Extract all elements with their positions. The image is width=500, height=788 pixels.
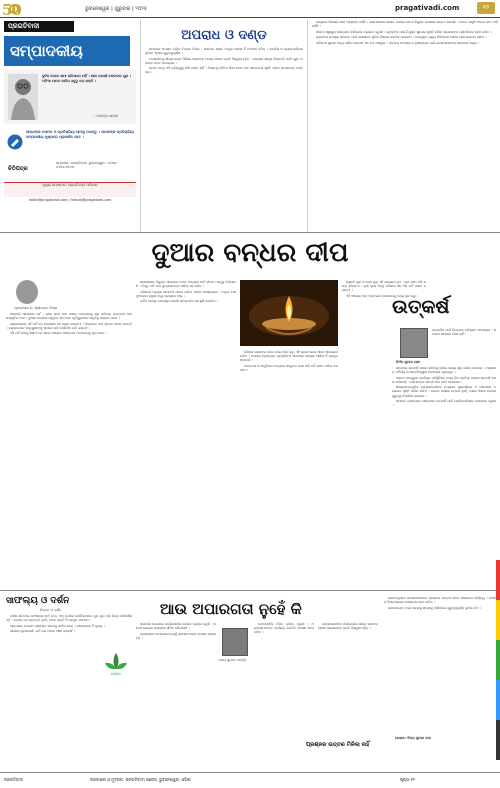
paragraph: ସହରାଞ୍ଚଳରେ ବିଦ୍ୟୁତ ଆଲୋକର ଚମକ ମଧ୍ୟରେ ମାଟି ଦୀପର ମହତ୍ତ୍ୱ କମିଯାଉଛି । କିନ୍ତୁ ମାଟି ଦୀପ କୁମ୍ଭକାରଙ୍କ ଜୀବିକା ସହ ଜଡ଼ିତ । <box>136 280 236 289</box>
paragraph: ସମାଜ ମଧ୍ୟ ଏହି ଦାୟିତ୍ୱରୁ ଖସି ପାରିବ ନାହିଁ । ପିଲାଙ୍କୁ ନୈତିକ ଶିକ୍ଷା ଦେବା ଏବଂ ସଚେତନତା ସୃଷ୍ଟି କରିବା ସମସ୍ତଙ୍କ କର୍ତ୍ତବ୍ୟ । <box>145 66 303 75</box>
paragraph: ଲୋକତନ୍ତ୍ରରେ ଜନସାଧାରଣଙ୍କ ପ୍ରଶ୍ନର ଉତ୍ତର ଦେବା ଶାସକଙ୍କ ଦାୟିତ୍ୱ । ସଂସଦ ଓ ବିଧାନସଭାରେ ଆଲୋଚନା ହେବା ଉଚିତ । <box>384 596 496 605</box>
paragraph: ଅପରାଧୀଙ୍କୁ ଶୀଘ୍ର ଦଣ୍ଡ ମିଳିଲେ ଲୋକଙ୍କ ମନରେ ଆଇନ ପ୍ରତି ବିଶ୍ୱାସ ବଢ଼ିବ । ମାମଲାର ଶୀଘ୍ର ନିଷ୍ପତ୍ତି ପାଇଁ ଦ୍ରୁତ ଅଦାଲତ ଗଠନ ଆବଶ୍ୟକ । <box>145 56 303 65</box>
editorial-footer: ମୁଖ୍ୟ ସମ୍ପାଦକ: ପ୍ରଗତିବାଦୀ ପରିବାର <box>4 182 136 197</box>
paragraph: ଶିକ୍ଷା ଓ ସ୍ୱାସ୍ଥ୍ୟ କ୍ଷେତ୍ରରେ ବିନିଯୋଗ ବଢ଼ାଇବା ଜରୁରୀ । ଯୁବକଙ୍କ ପାଇଁ ନିଯୁକ୍ତି ସୁଯୋଗ ସୃଷ୍ଟି କରିବା ସରକାରଙ୍କ ପ୍ରାଥମିକତା ହେବା ଉଚିତ । <box>316 29 492 34</box>
paragraph: ଅନେକ ମହାପୁରୁଷ ପ୍ରତିକୂଳ ପରିସ୍ଥିତିରେ ମଧ୍ୟ ନିଜ ପ୍ରତିଭା ବଳରେ ଉତ୍କର୍ଷ ହାସଲ କରିଛନ୍ତି । ସେମାନଙ୍କ ଜୀବନୀ ଆମ ପାଇଁ ପ୍ରେରଣା । <box>392 375 496 384</box>
bottom-column-3 <box>318 622 378 772</box>
feature-headline: ଦୁଆର ବନ୍ଧର ଦୀପ <box>151 238 349 268</box>
feature-author: ପ୍ରଫେସର ଡ. ଶ୍ରୀକାନ୍ତ ମିଶ୍ର <box>14 306 58 310</box>
bottom-headline: ଆଉ ଅପାରଗତା ନୁହେଁ କି <box>160 600 302 618</box>
masthead <box>0 0 500 18</box>
quote-box <box>4 70 136 124</box>
lower-left-title: ସାଫଲ୍ୟ ଓ ଦର୍ଶନ <box>6 596 70 606</box>
print-color-bar <box>496 560 500 760</box>
feature-column-3 <box>240 350 338 582</box>
right-author-photo <box>400 328 428 358</box>
paragraph: ଗ୍ରାମାଞ୍ଚଳରେ ଏହି ପର୍ବ ବଡ଼ ଉତ୍ସାହର ସହ ପାଳନ କରାଯାଏ । ପିଲାମାନେ ବାଣ ଫୁଟାଇ ଆନନ୍ଦ କରନ୍ତି । ବୟସ୍କମାନେ ପିତୃପୁରୁଷଙ୍କୁ ସ୍ମରଣ କରି କାଉଁରିଆ କାଠି ଜାଳନ୍ତି । <box>6 321 132 330</box>
paragraph: ଦୀପାବଳି ଆଲୋକର ପର୍ବ । ଘରେ ଘରେ ଦୀପ ଜଳାଇ ଅନ୍ଧକାରକୁ ଦୂର କରିବାର ପରମ୍ପରା ଆମ ସଂସ୍କୃତିର ଅଂଶ । ଦୁଆର ବନ୍ଧରେ ଜଳୁଥିବା ଦୀପ ଆମ ପୂର୍ବପୁରୁଷଙ୍କ ସ୍ମୃତିକୁ ଜାଗ୍ରତ କରେ । <box>6 312 132 321</box>
paragraph: ପର୍ବର ପ୍ରକୃତ ଉଦ୍ଦେଶ୍ୟ ହେଉଛି ସମସ୍ତଙ୍କ ସହ ଖୁସି ବାଣ୍ଟିବା । <box>140 299 219 304</box>
logo-caption: ଲୋଗୋ <box>110 672 122 676</box>
anniversary-logo-ring <box>9 4 19 14</box>
lower-right-title: ପ୍ରଶ୍ନର ଉତ୍ତର ମିଳିଲା ନାହିଁ <box>306 742 370 748</box>
lower-right-body <box>384 596 496 742</box>
date-line: ଭୁବନେଶ୍ୱର | ଗୁରୁବାର | ୨୦୨୫ <box>85 6 147 12</box>
right-feature-title: ଉତ୍କର୍ଷ <box>392 296 450 318</box>
right-top-body <box>312 20 498 230</box>
brand-label: ପ୍ରଗତିବାଦୀ <box>4 21 74 32</box>
paragraph: ରାଜ୍ୟରେ ବିକାଶର ଧାରା ଅବ୍ୟାହତ ରହିଛି । ଗ୍ରାମାଞ୍ଚଳରେ ରାସ୍ତା, ପାନୀୟ ଜଳ ଓ ବିଦ୍ୟୁତ ଯୋଗାଣ ଉନ୍ନତ ହୋଇଛି । ତେବେ ଆହୁରି ଅନେକ କାମ ବାକି ରହିଛି । <box>312 20 498 29</box>
lotus-logo <box>102 650 130 676</box>
strip-left: ପ୍ରଗତିବାଦୀ <box>4 777 24 782</box>
gandhi-portrait <box>8 74 38 120</box>
paragraph: ଜନସାଧାରଣଙ୍କ ଅଭିଯୋଗର ଶୀଘ୍ର ସମାଧାନ ହେଲେ ସରକାରଙ୍କ ପ୍ରତି ବିଶ୍ୱାସ ବଢ଼ିବ । <box>318 622 378 631</box>
right-feature-author: ନିର୍ମଳ କୁମାର ସେନ <box>396 360 421 364</box>
reader-contact: ସମ୍ପାଦକ, ପ୍ରଗତିବାଦୀ, ଭୁବନେଶ୍ୱର । ଫୋନ: ୦୬୭୪-୨୫୦୦ <box>56 161 118 170</box>
paragraph: କୃଷକଙ୍କ ସମସ୍ୟା ସମାଧାନ ପାଇଁ ଜଳସେଚନ ସୁବିଧା ବିସ୍ତାର କରାଯିବା ଦରକାର । ଉପଯୁକ୍ତ ମୂଲ୍ୟ ନିର୍ଦ୍ଧାରଣ ହେଲେ ଚାଷୀ ଲାଭବାନ ହେବେ । <box>316 35 487 40</box>
editorial-title: ସମ୍ପାଦକୀୟ <box>4 36 130 66</box>
letters-label: ଚିଠିପତ୍ର <box>8 166 28 172</box>
paragraph: ସମାଜରେ ଅପରାଧ ବଢ଼ିବା ଚିନ୍ତାର ବିଷୟ । ଆଇନର ଶାସନ ମଜବୁତ ହେଲେ ହିଁ ଅପରାଧ କମିବ । ପୋଲିସ ଓ ନ୍ୟାୟପାଳିକାର ଭୂମିକା ଏଥିରେ ଗୁରୁତ୍ୱପୂର୍ଣ୍ଣ । <box>145 47 303 56</box>
paragraph: ମଣିଷ ଜୀବନରେ ସଫଳତାର ଅର୍ଥ କ'ଣ, ଏହା ଉପରେ ଦାର୍ଶନିକମାନେ ଯୁଗ ଯୁଗ ଧରି ଚିନ୍ତା କରିଆସିଛନ୍ତି । କେବଳ ଧନ ସମ୍ପତ୍ତି ନୁହେଁ, ମନର ଶାନ୍ତି ହିଁ ପ୍ରକୃତ ସଫଳତା । <box>6 614 132 623</box>
author-photo <box>16 280 38 304</box>
paragraph: ଜବାବଦେହିତା ନିଶ୍ଚିତ କରିବା ଜରୁରୀ । ଅଧିକାରୀମାନଙ୍କ କାର୍ଯ୍ୟର ନିୟମିତ ସମୀକ୍ଷା ହେବା ଉଚିତ । <box>254 622 314 635</box>
paragraph: ଦରିଦ୍ର ଲୋକଙ୍କ ଘରେ ମଧ୍ୟ ଦୀପ ଜଳୁ, ଏହି ଭାବନା ନେଇ ଆମେ ଆଗେଇବା ଉଚିତ । ସମାଜର ପ୍ରତ୍ୟେକ ବ୍ୟକ୍ତିଙ୍କ ଜୀବନରେ ଆଲୋକ ଆଣିବା ହିଁ ପ୍ରକୃତ ଦୀପାବଳି । <box>240 350 338 363</box>
right-feature-column <box>392 366 496 592</box>
bottom-column-2 <box>254 622 314 772</box>
crime-title: ଅପରାଧ ଓ ଦଣ୍ଡ <box>181 28 267 43</box>
reader-invite-text: ଆପଣଙ୍କ ମତାମତ ଓ ପ୍ରତିକ୍ରିୟା ଆମକୁ ପଠାନ୍ତୁ । ପାଠକଙ୍କ ପ୍ରତିକ୍ରିୟା ସମ୍ପାଦକୀୟ ପୃଷ୍ଠାରେ ପ୍ରକାଶିତ ହେବ । <box>26 130 134 139</box>
paragraph: ପରମ୍ପରା ଓ ଆଧୁନିକତା ମଧ୍ୟରେ ସନ୍ତୁଳନ ରକ୍ଷା କରି ପର୍ବ ପାଳନ କରିବା ଦରକାର । <box>240 363 338 372</box>
imprint-line: ପ୍ରକାଶକ ଓ ମୁଦ୍ରକ: ପ୍ରଗତିବାଦୀ ପ୍ରେସ, ଭୁବନେଶ୍ୱର, ଓଡ଼ିଶା <box>90 777 191 782</box>
editorial-block <box>2 20 138 252</box>
editorial-email[interactable]: editor@pragativadi.com | feature@pragativadi.com <box>28 198 112 202</box>
paragraph: ଏହି ପର୍ବ ଆମକୁ ଶିଖାଏ ଯେ ଜ୍ଞାନର ଆଲୋକ ଅଜ୍ଞାନତାର ଅନ୍ଧକାରକୁ ଦୂର କରେ । <box>10 331 107 336</box>
bottom-author: ଅଜୟ କୁମାର ମହାନ୍ତି <box>218 658 247 662</box>
bottom-column-1 <box>136 622 216 772</box>
paragraph: ଆତ୍ମଜ୍ଞାନ ଓ ସେବା ମନୋଭାବ ଜୀବନକୁ ସାର୍ଥକ କରେ । ପରୋପକାର ହିଁ ପୁଣ୍ୟ । <box>10 623 105 628</box>
lower-right-caption: ଲେଖକ: ବିଜୟ କୁମାର ଦାସ <box>395 736 431 740</box>
right-top-column <box>312 20 498 232</box>
paragraph: ପରିବେଶ ଅନୁକୂଳ ଦୀପାବଳି ପାଳନ କରିବା ଆଜିର ଆବଶ୍ୟକତା । ଅଧିକ ବାଣ ଫୁଟାଇବା ଦ୍ୱାରା ବାୟୁ ପ୍ରଦୂଷଣ ବଢ଼େ । <box>136 289 236 298</box>
bottom-strip <box>0 772 500 788</box>
quote-text: ଦୁର୍ବଳ କେବେ କ୍ଷମା କରିପାରେ ନାହିଁ । କ୍ଷମା ହେଉଛି ବଳବାନର ଗୁଣ । ଅହିଂସା ମାନବ ଜାତିର ସବୁଠୁ ବଡ଼ ଶକ୍ତି । <box>42 74 131 83</box>
lower-left-body <box>6 614 132 784</box>
paragraph: ପ୍ରଶାସନର ଅପାରଗତା ଯୋଗୁଁ ସାଧାରଣ ଲୋକ ହଇରାଣ ହେଉଛନ୍ତି । <box>136 631 216 640</box>
paragraph: ସମାଜର ପ୍ରତ୍ୟେକ କ୍ଷେତ୍ରରେ ଉତ୍କର୍ଷ ପାଇଁ ପ୍ରତିଯୋଗିତାର ମନୋଭାବ ଜରୁରୀ । <box>392 399 496 408</box>
strip-right: ପୃଷ୍ଠା ୧୨ <box>400 777 415 782</box>
hand-writing-icon <box>7 134 23 150</box>
right-feature-intro: ଉତ୍କର୍ଷତା ପାଇଁ ନିରନ୍ତର ପରିଶ୍ରମ ଆବଶ୍ୟକ । ସଫଳତା ସହଜରେ ମିଳେ ନାହିଁ । <box>432 328 496 337</box>
paragraph: ଜୀବନରେ ଉତ୍କର୍ଷ ହାସଲ କରିବାକୁ ହେଲେ ଲକ୍ଷ୍ୟ ସ୍ଥିର କରିବା ଦରକାର । ଅନୁଶାସନ, ଧୈର୍ଯ୍ୟ ଓ ଆତ୍ମବିଶ୍ୱାସ ସଫଳତାର ମୂଳମନ୍ତ୍ର । <box>392 366 496 375</box>
paragraph: ଗଣମାଧ୍ୟମ ମଧ୍ୟ ସତ୍ୟକୁ ସାମ୍ନାକୁ ଆଣିବାରେ ଗୁରୁତ୍ୱପୂର୍ଣ୍ଣ ଭୂମିକା ନିଏ । <box>388 605 481 610</box>
feature-column-2 <box>136 280 236 584</box>
site-url[interactable]: pragativadi.com <box>395 4 460 12</box>
paragraph: ଲକ୍ଷ୍ମୀ ପୂଜା ଓ କାଳୀ ପୂଜା ଏହି ସମୟରେ ହୁଏ । ଘର ସଫା କରି ରଙ୍ଗ ଦିଆଯାଏ । ନୂଆ ଲୁଗା ପିନ୍ଧି ପରିବାର ସହ ମିଶି ପର୍ବ ପାଳନ କରାଯାଏ । <box>342 280 426 293</box>
crime-column <box>140 20 308 232</box>
paragraph: ଏହି ଆଲୋକ ଆମ ଅନ୍ତରର ଅନ୍ଧକାରକୁ ମଧ୍ୟ ଦୂର କରୁ । <box>346 293 419 298</box>
paragraph: ଗୀତାରେ କୁହାଯାଇଛି, କର୍ମ କର ଫଳର ଆଶା କରନାହିଁ । <box>10 629 75 634</box>
paragraph: ପରିବେଶ ସୁରକ୍ଷା ମଧ୍ୟ ଆଜିର ସମୟର ଏକ ବଡ଼ ଆହ୍ୱାନ । ଜଙ୍ଗଲ ସଂରକ୍ଷଣ ଓ ବୃକ୍ଷରୋପଣ ପାଇଁ ଜନସାଧାରଣଙ୍କ ସହଯୋଗ ଲୋଡ଼ା । <box>316 40 480 45</box>
feature-column-1 <box>6 312 132 584</box>
section-divider <box>0 590 500 591</box>
quote-author: - ମହାତ୍ମା ଗାନ୍ଧୀ <box>94 114 118 118</box>
lower-left-subtitle: ଚିନ୍ତନ ଓ ଦର୍ଶନ <box>40 608 62 612</box>
reader-box <box>4 128 136 180</box>
paragraph: ସରକାରୀ ଯୋଜନାର କାର୍ଯ୍ୟକାରିତା ଉପରେ ପ୍ରଶ୍ନ ଉଠୁଛି । ଅନେକ ଯୋଜନା କାଗଜରେ ସୀମିତ ରହିଯାଉଛି । <box>136 622 216 631</box>
anniversary-logo: 50 <box>2 1 21 19</box>
bottom-author-photo <box>222 628 248 656</box>
diya-lamp-image <box>240 280 338 346</box>
paragraph: ଶିକ୍ଷାନୁଷ୍ଠାନଗୁଡ଼ିକ ଛାତ୍ରଛାତ୍ରୀଙ୍କ ମଧ୍ୟରେ ସୃଜନଶୀଳତା ଓ ଗବେଷଣା ମନୋଭାବ ସୃଷ୍ଟି କରିବା ଉଚିତ । କେବଳ ପରୀକ୍ଷା ନମ୍ବର ନୁହେଁ, ଦକ୍ଷତା ବିକାଶ ଉପରେ ଗୁରୁତ୍ୱ ଦିଆଯିବା ଦରକାର । <box>392 385 496 398</box>
crime-body <box>145 47 303 227</box>
page-number-badge: ୧୨ <box>477 2 495 14</box>
section-divider <box>0 232 500 233</box>
